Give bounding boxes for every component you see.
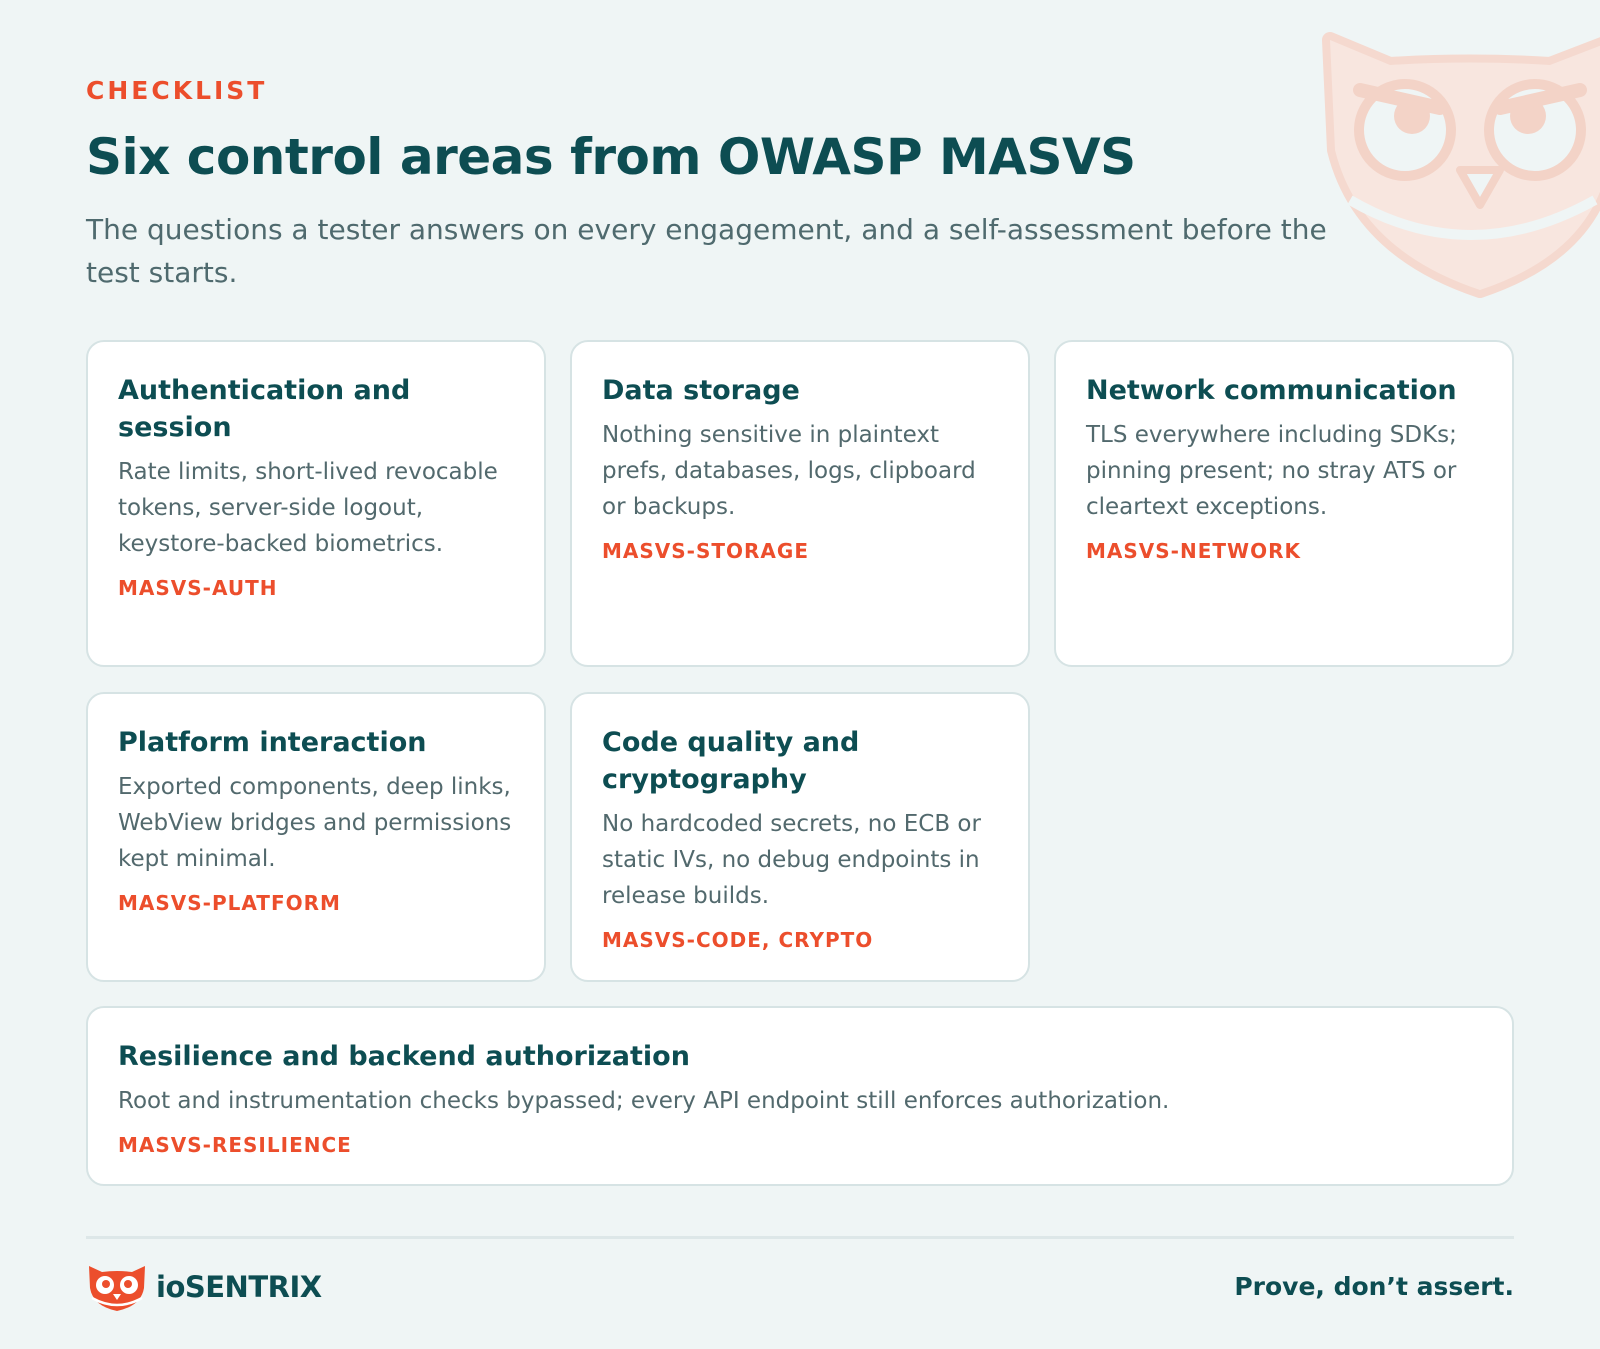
- footer-tagline: Prove, don’t assert.: [1234, 1272, 1514, 1301]
- page-subtitle: The questions a tester answers on every engagement, and a self-assessment before the test starts.: [86, 213, 1327, 289]
- card-description: TLS everywhere including SDKs; pinning present; no stray ATS or cleartext exceptions.: [1086, 422, 1457, 520]
- card-tag: MASVS-STORAGE: [602, 539, 809, 563]
- card-data-storage: [570, 340, 1030, 667]
- card-network: [1054, 340, 1514, 667]
- card-code-crypto: [570, 692, 1030, 982]
- card-description: Exported components, deep links, WebView bridges and permissions kept minimal.: [118, 774, 512, 872]
- eyebrow-label: CHECKLIST: [86, 76, 268, 105]
- card-tag: MASVS-RESILIENCE: [118, 1133, 352, 1157]
- card-title: Authentication and session: [118, 375, 411, 443]
- card-description: Nothing sensitive in plaintext prefs, databases, logs, clipboard or backups.: [602, 422, 976, 520]
- card-title: Network communication: [1086, 375, 1457, 406]
- card-title: Code quality and cryptography: [602, 727, 860, 795]
- card-description: No hardcoded secrets, no ECB or static IVs, no debug endpoints in release builds.: [602, 811, 981, 909]
- owl-watermark-icon: [1320, 20, 1600, 305]
- owl-logo-icon: [86, 1262, 148, 1312]
- card-tag: MASVS-CODE, CRYPTO: [602, 928, 874, 952]
- card-tag: MASVS-AUTH: [118, 576, 278, 600]
- card-title: Platform interaction: [118, 727, 427, 758]
- card-authentication: [86, 340, 546, 667]
- card-title: Data storage: [602, 375, 800, 406]
- page-title: Six control areas from OWASP MASVS: [86, 128, 1136, 186]
- footer-divider: [86, 1236, 1514, 1239]
- brand-logo: [86, 1262, 322, 1312]
- brand-name: ioSENTRIX: [156, 1270, 322, 1304]
- card-platform: [86, 692, 546, 982]
- card-tag: MASVS-PLATFORM: [118, 891, 341, 915]
- card-tag: MASVS-NETWORK: [1086, 539, 1301, 563]
- card-resilience: [86, 1006, 1514, 1186]
- card-description: Root and instrumentation checks bypassed; every API endpoint still enforces authorization.: [118, 1088, 1170, 1114]
- card-description: Rate limits, short-lived revocable tokens, server-side logout, keystore-backed biometrics.: [118, 459, 498, 557]
- card-title: Resilience and backend authorization: [118, 1041, 690, 1072]
